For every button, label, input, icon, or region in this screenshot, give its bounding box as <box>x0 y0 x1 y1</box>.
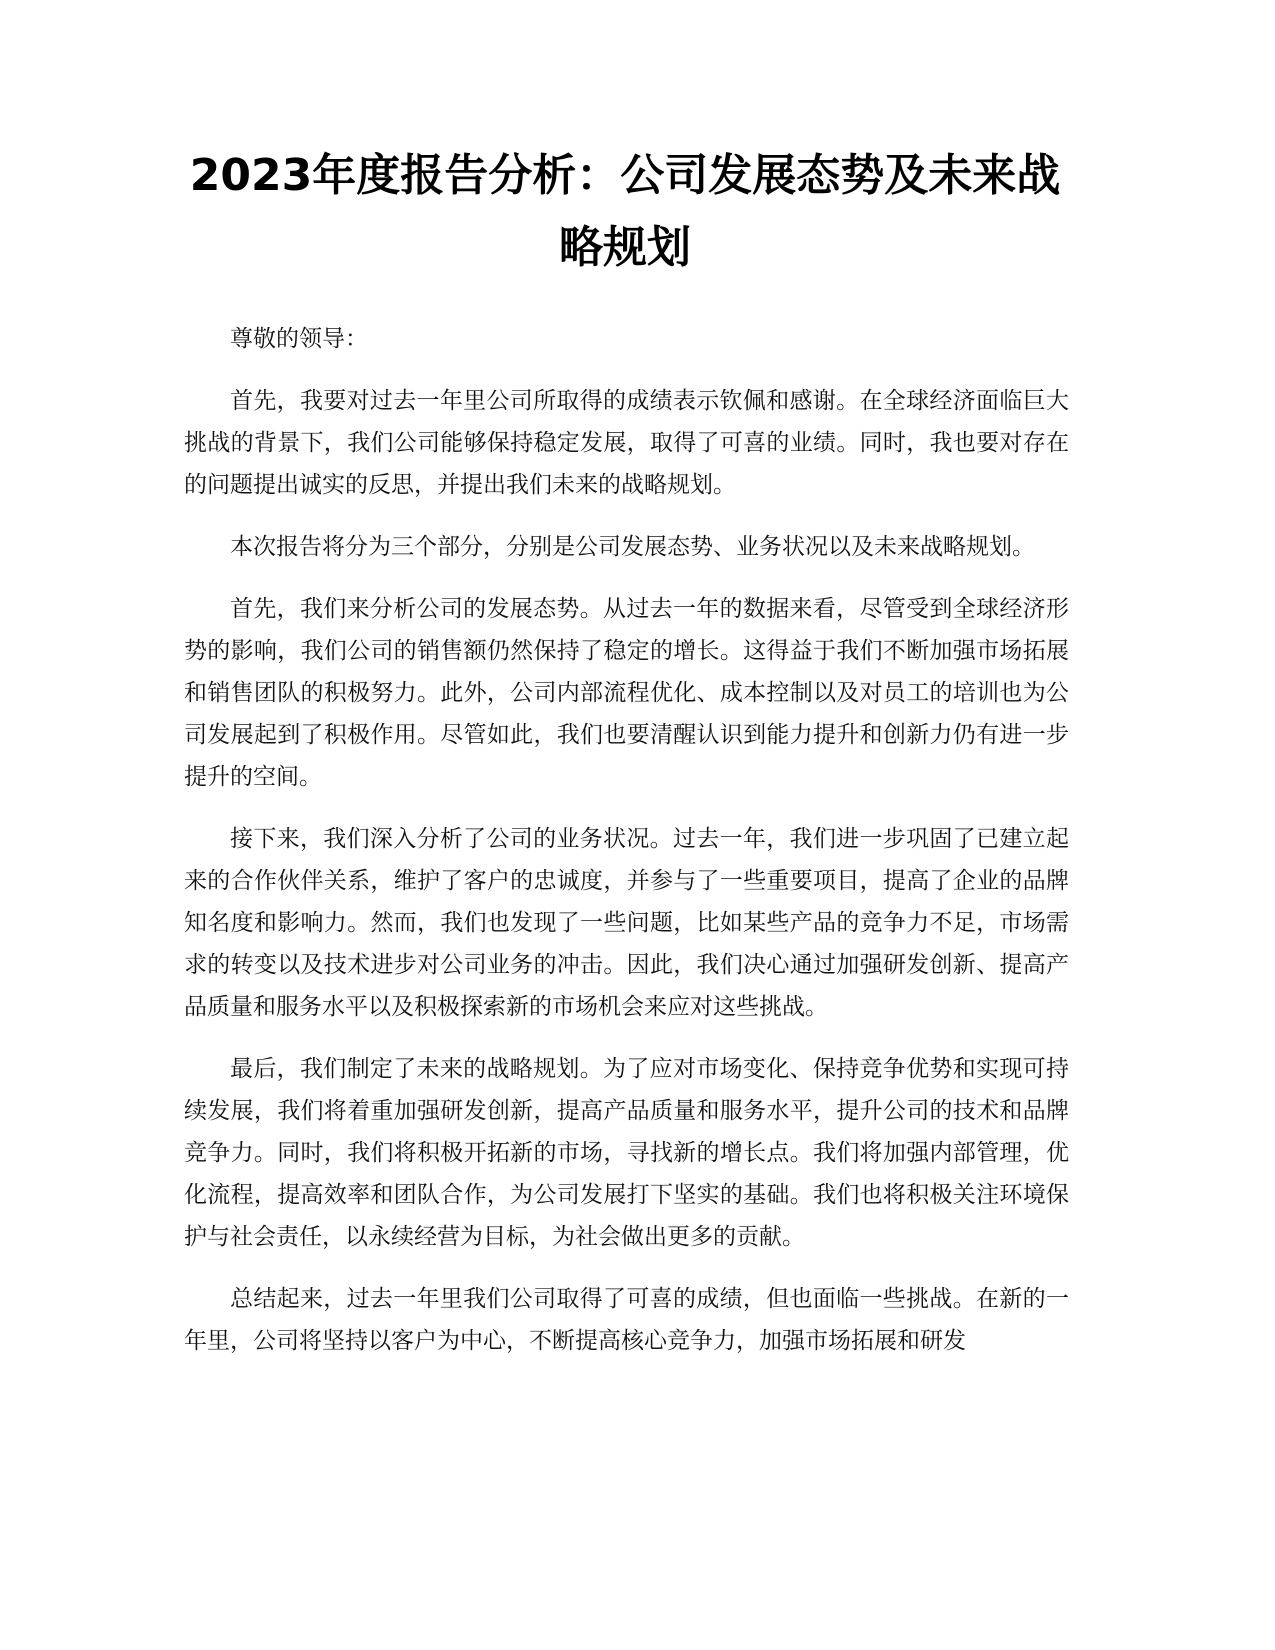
document-body <box>184 318 1069 1382</box>
document-title: 2023年度报告分析：公司发展态势及未来战略规划 <box>189 150 1061 273</box>
paragraph-summary: 总结起来，过去一年里我们公司取得了可喜的成绩，但也面临一些挑战。在新的一年里，公司将坚持以客户为中心，不断提高核心竞争力，加强市场拓展和研发 <box>184 1286 1069 1354</box>
paragraph-strategy: 最后，我们制定了未来的战略规划。为了应对市场变化、保持竞争优势和实现可持续发展，我们将着重加强研发创新，提高产品质量和服务水平，提升公司的技术和品牌竞争力。同时，我们将积极开拓新的市场，寻找新的增长点。我们将加强内部管理，优化流程，提高效率和团队合作，为公司发展打下坚实的基础。我们也将积极关注环境保护与社会责任，以永续经营为目标，为社会做出更多的贡献。 <box>184 1056 1069 1250</box>
paragraph-business: 接下来，我们深入分析了公司的业务状况。过去一年，我们进一步巩固了已建立起来的合作伙伴关系，维护了客户的忠诚度，并参与了一些重要项目，提高了企业的品牌知名度和影响力。然而，我们也发现了一些问题，比如某些产品的竞争力不足，市场需求的转变以及技术进步对公司业务的冲击。因此，我们决心通过加强研发创新、提高产品质量和服务水平以及积极探索新的市场机会来应对这些挑战。 <box>184 826 1069 1020</box>
paragraph-development: 首先，我们来分析公司的发展态势。从过去一年的数据来看，尽管受到全球经济形势的影响，我们公司的销售额仍然保持了稳定的增长。这得益于我们不断加强市场拓展和销售团队的积极努力。此外，公司内部流程优化、成本控制以及对员工的培训也为公司发展起到了积极作用。尽管如此，我们也要清醒认识到能力提升和创新力仍有进一步提升的空间。 <box>184 596 1069 790</box>
salutation: 尊敬的领导： <box>230 326 368 352</box>
paragraph-outline: 本次报告将分为三个部分，分别是公司发展态势、业务状况以及未来战略规划。 <box>230 534 1035 560</box>
paragraph-intro: 首先，我要对过去一年里公司所取得的成绩表示钦佩和感谢。在全球经济面临巨大挑战的背景下，我们公司能够保持稳定发展，取得了可喜的业绩。同时，我也要对存在的问题提出诚实的反思，并提出我们未来的战略规划。 <box>184 388 1069 498</box>
